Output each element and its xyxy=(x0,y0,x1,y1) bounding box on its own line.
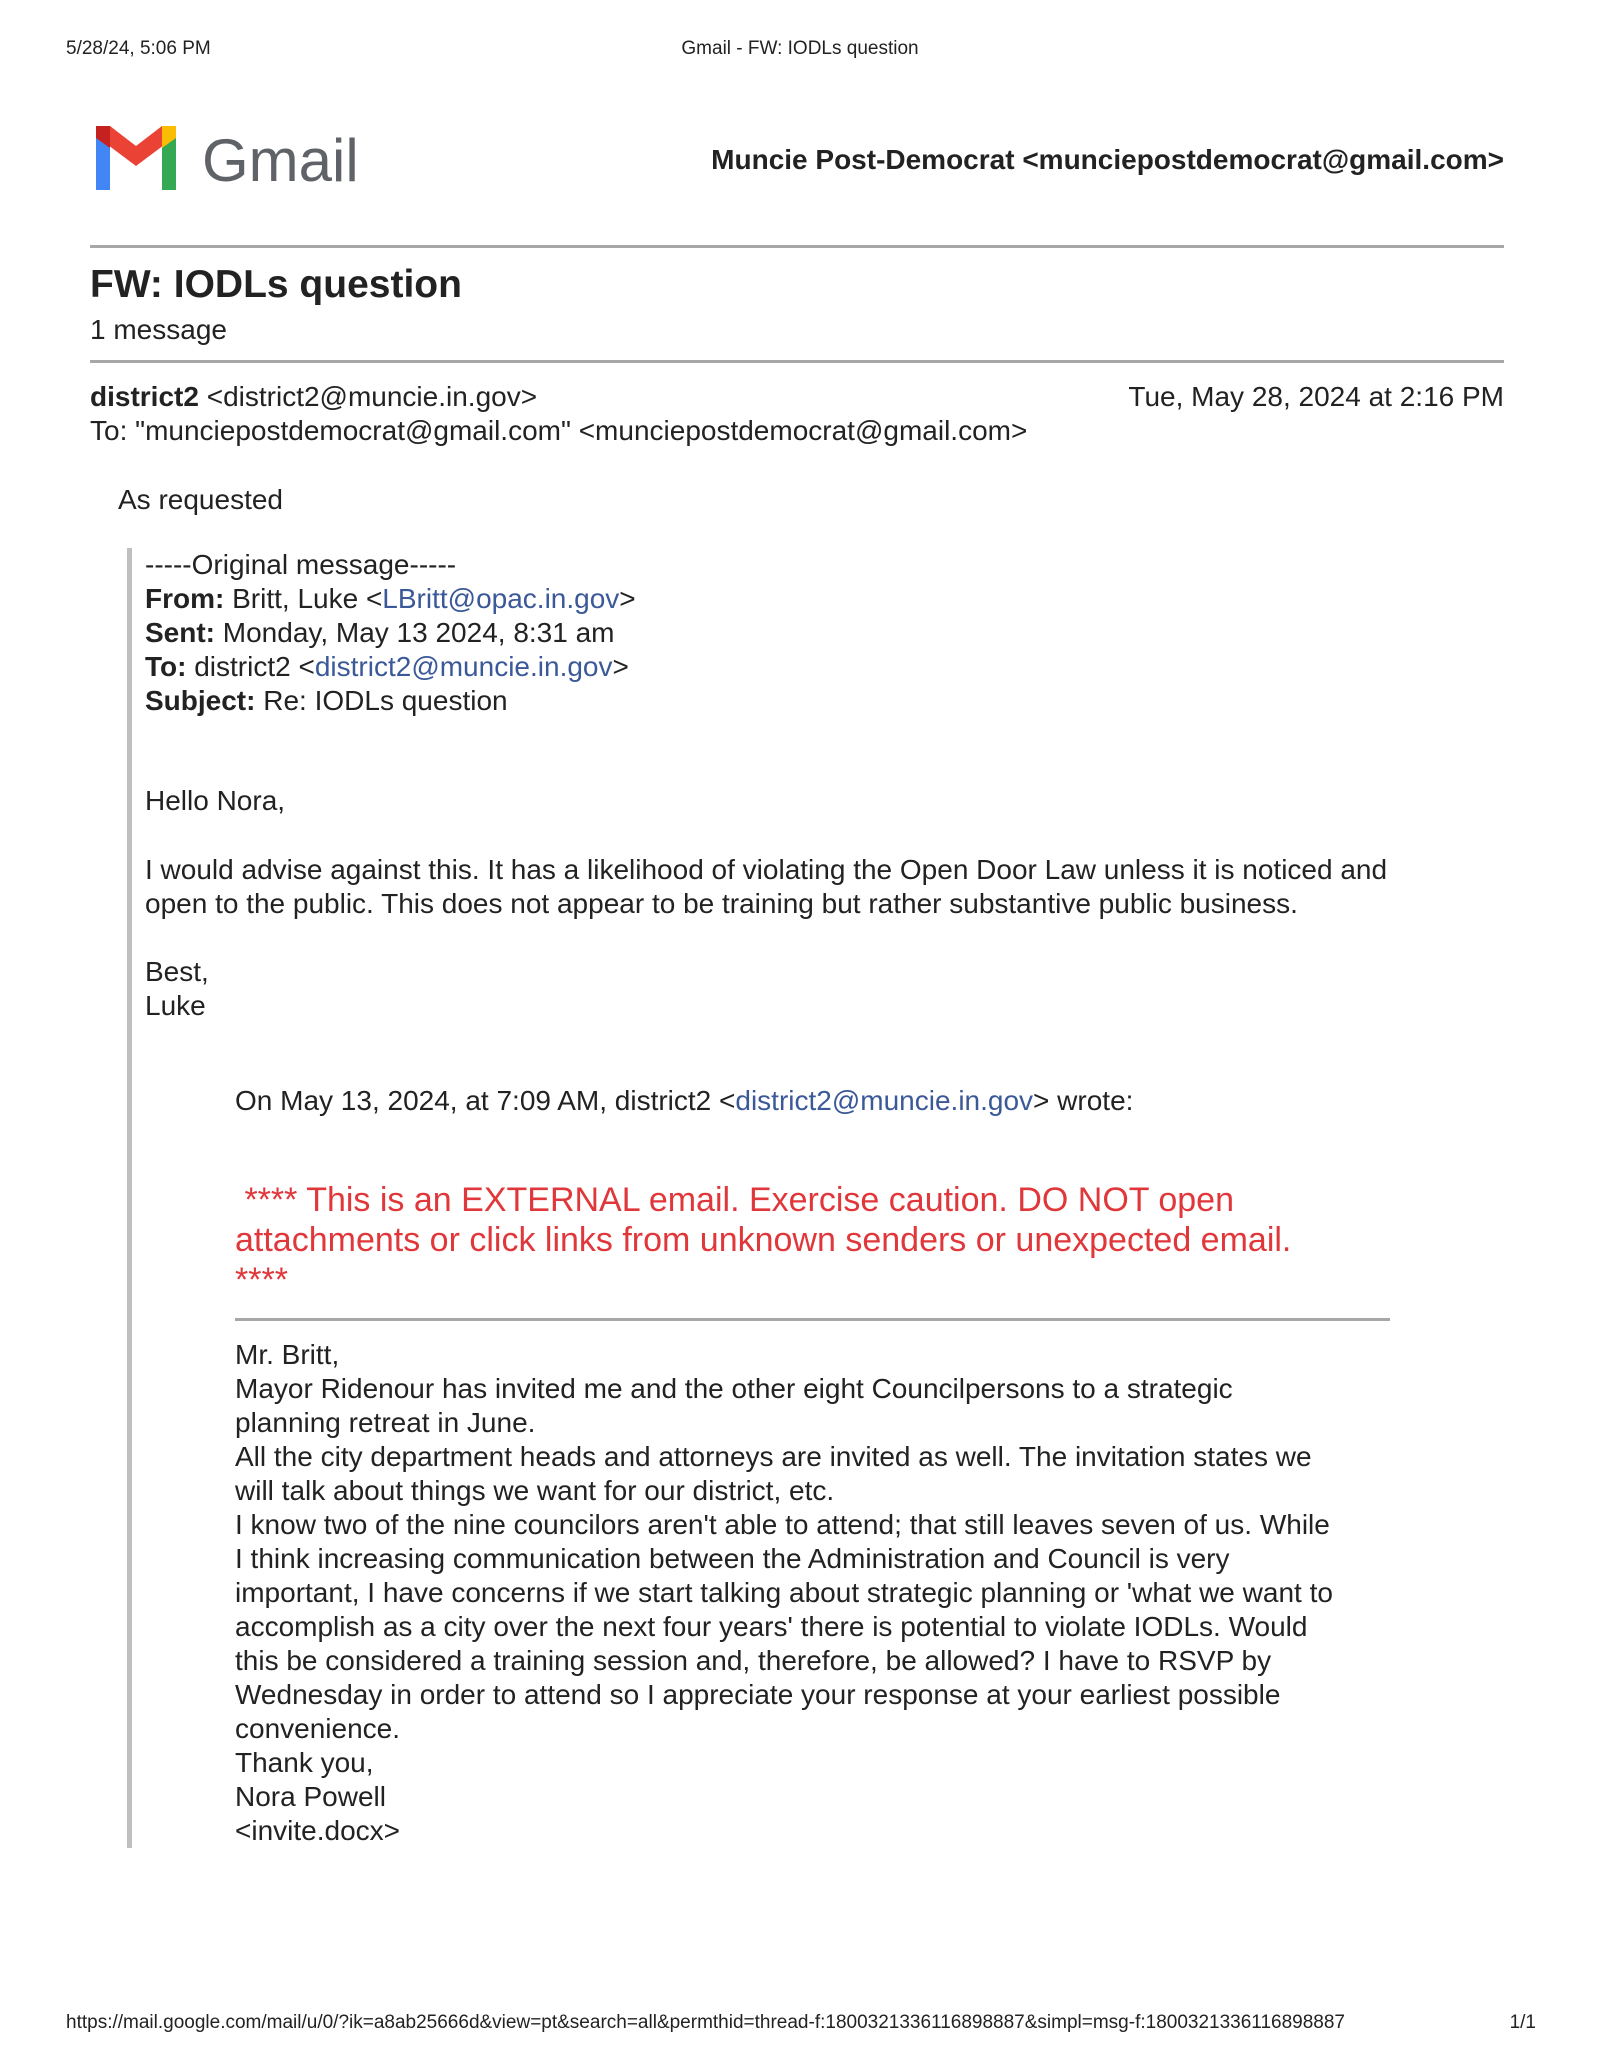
gmail-wordmark: Gmail xyxy=(202,127,359,194)
header-divider xyxy=(90,245,1504,248)
reply-body-line: I would advise against this. It has a likelihood of violating the Open Door Law unless it is noticed and xyxy=(145,854,1388,885)
inner-line: Mr. Britt, xyxy=(235,1339,340,1370)
inner-line: All the city department heads and attorneys are invited as well. The invitation states we xyxy=(235,1441,1312,1472)
inner-line: I know two of the nine councilors aren't able to attend; that still leaves seven of us. While xyxy=(235,1509,1330,1540)
original-subject-value: Re: IODLs question xyxy=(263,685,508,716)
attachment-name[interactable]: <invite.docx> xyxy=(235,1815,400,1846)
account-label: Muncie Post-Democrat <munciepostdemocrat@gmail.com> xyxy=(711,144,1504,175)
print-page-number: 1/1 xyxy=(1509,2012,1536,2033)
inner-line: Thank you, xyxy=(235,1747,374,1778)
inner-message-body xyxy=(235,1338,1435,1848)
print-header xyxy=(0,38,1600,68)
reply-signoff xyxy=(145,955,209,1023)
wrote-link[interactable]: district2@muncie.in.gov xyxy=(735,1085,1034,1116)
message-header xyxy=(90,380,1504,448)
message-count: 1 message xyxy=(90,314,227,345)
wrote-line xyxy=(235,1085,1133,1117)
reply-greeting: Hello Nora, xyxy=(145,785,286,816)
original-to-link[interactable]: district2@muncie.in.gov xyxy=(314,651,613,682)
original-to-label: To: xyxy=(145,651,187,682)
signoff-line: Best, xyxy=(145,956,209,987)
inner-divider xyxy=(235,1318,1390,1321)
original-from xyxy=(145,582,1485,616)
original-to-close: > xyxy=(612,651,629,682)
inner-line: Wednesday in order to attend so I appreciate your response at your earliest possible xyxy=(235,1679,1281,1710)
external-warning xyxy=(235,1180,1435,1300)
gmail-logo-icon xyxy=(90,122,182,190)
quote-bar xyxy=(127,548,132,1848)
print-title: Gmail - FW: IODLs question xyxy=(681,38,919,59)
inner-line: I think increasing communication between the Administration and Council is very xyxy=(235,1543,1230,1574)
original-from-name: Britt, Luke < xyxy=(232,583,383,614)
original-sent-label: Sent: xyxy=(145,617,215,648)
original-from-close: > xyxy=(619,583,636,614)
print-date: 5/28/24, 5:06 PM xyxy=(66,38,211,59)
original-message-header xyxy=(145,548,1485,718)
wrote-prefix: On May 13, 2024, at 7:09 AM, district2 < xyxy=(235,1085,736,1116)
inner-line: will talk about things we want for our district, etc. xyxy=(235,1475,835,1506)
sender-name: district2 xyxy=(90,381,199,412)
original-sent xyxy=(145,616,1485,650)
inner-line: this be considered a training session and, therefore, be allowed? I have to RSVP by xyxy=(235,1645,1272,1676)
original-subject-label: Subject: xyxy=(145,685,256,716)
warning-line: **** This is an EXTERNAL email. Exercise caution. DO NOT open xyxy=(235,1181,1234,1219)
original-subject xyxy=(145,684,1485,718)
inner-line: convenience. xyxy=(235,1713,401,1744)
reply-body xyxy=(145,853,1485,921)
inner-line: Mayor Ridenour has invited me and the other eight Councilpersons to a strategic xyxy=(235,1373,1233,1404)
inner-line: accomplish as a city over the next four years' there is potential to violate IODLs. Would xyxy=(235,1611,1308,1642)
inner-line: important, I have concerns if we start talking about strategic planning or 'what we want to xyxy=(235,1577,1333,1608)
reply-body-line: open to the public. This does not appear to be training but rather substantive public business. xyxy=(145,888,1298,919)
signoff-line: Luke xyxy=(145,990,206,1021)
original-from-label: From: xyxy=(145,583,225,614)
print-footer xyxy=(66,2012,1536,2034)
warning-line: **** xyxy=(235,1261,288,1299)
intro-text: As requested xyxy=(118,484,283,515)
original-to-name: district2 < xyxy=(194,651,315,682)
inner-line: planning retreat in June. xyxy=(235,1407,536,1438)
message-date: Tue, May 28, 2024 at 2:16 PM xyxy=(1128,381,1504,412)
original-to xyxy=(145,650,1485,684)
subject-divider xyxy=(90,360,1504,363)
warning-line: attachments or click links from unknown senders or unexpected email. xyxy=(235,1221,1292,1259)
original-from-link[interactable]: LBritt@opac.in.gov xyxy=(382,583,620,614)
wrote-suffix: > wrote: xyxy=(1033,1085,1134,1116)
inner-line: Nora Powell xyxy=(235,1781,386,1812)
sender-email: <district2@muncie.in.gov> xyxy=(206,381,538,412)
masthead xyxy=(90,122,1504,194)
original-divider: -----Original message----- xyxy=(145,549,457,580)
recipient-line: To: "munciepostdemocrat@gmail.com" <munciepostdemocrat@gmail.com> xyxy=(90,415,1028,446)
thread-subject: FW: IODLs question xyxy=(90,263,462,306)
print-url: https://mail.google.com/mail/u/0/?ik=a8ab25666d&view=pt&search=all&permthid=thread-f:1800321336116898887&simpl=msg-f:1800321336116898887 xyxy=(66,2012,1345,2033)
original-sent-value: Monday, May 13 2024, 8:31 am xyxy=(222,617,615,648)
